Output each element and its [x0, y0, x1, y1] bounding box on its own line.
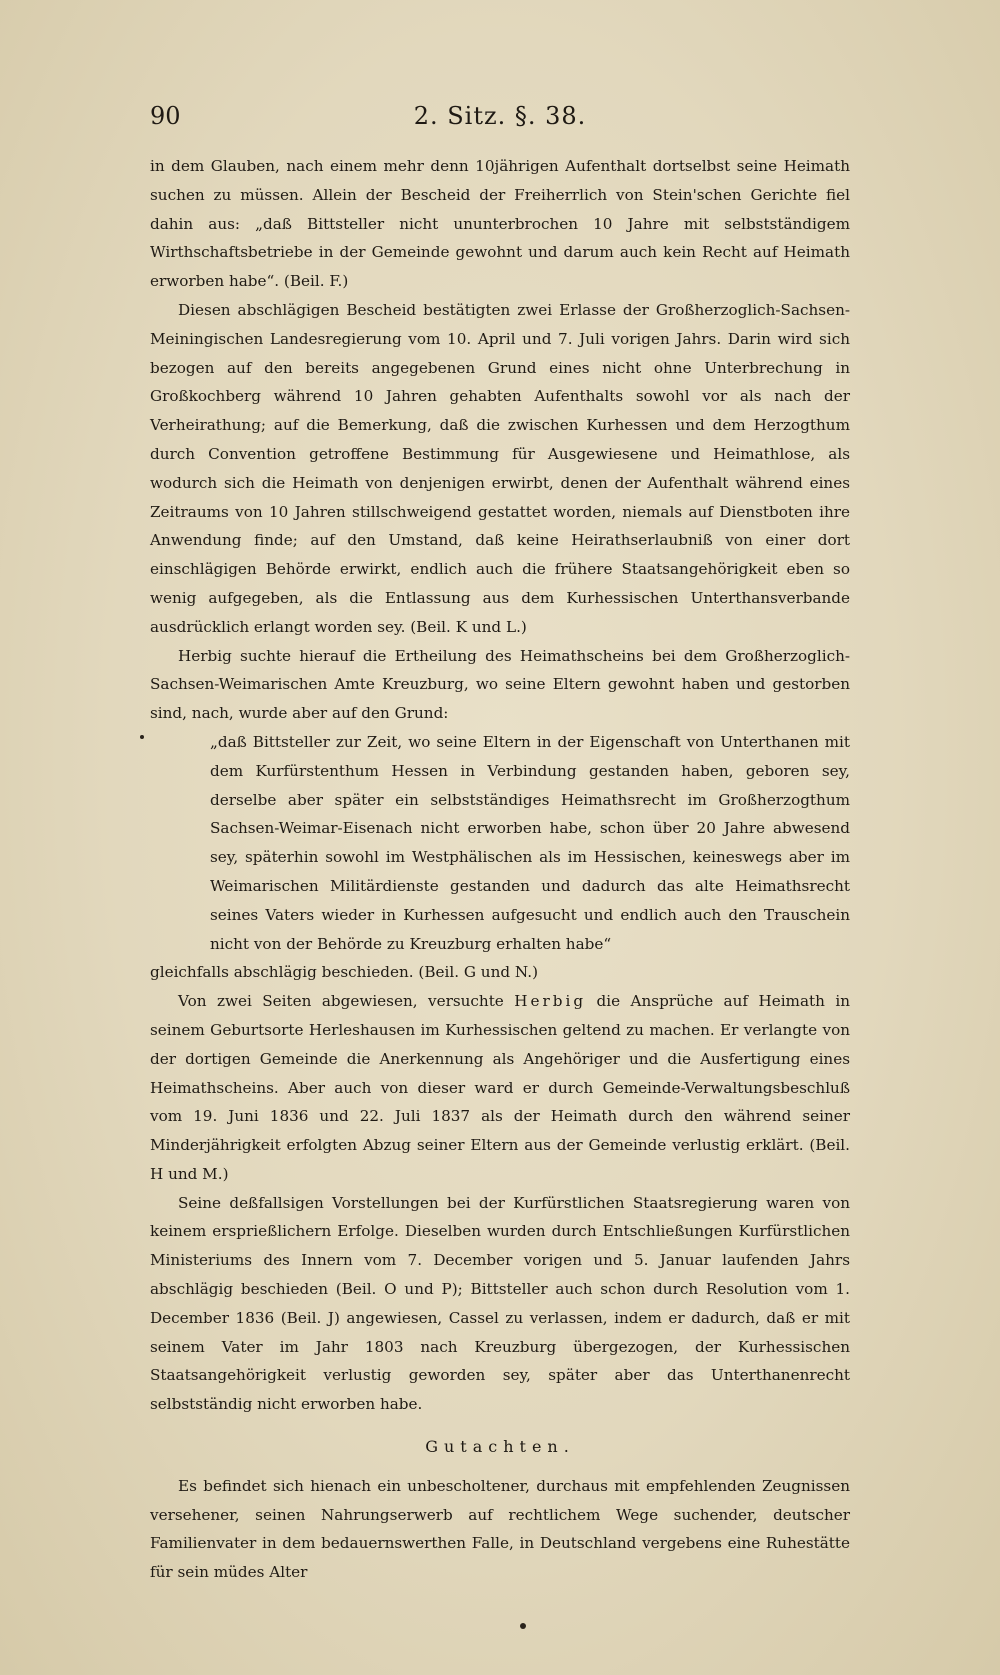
paragraph-5-rest: die Ansprüche auf Heimath in seinem Geburtsorte Herleshausen im Kurhessischen geltend zu machen. Er verlangte von der dortigen Gemeinde die Anerkennung als Angehöriger und die Ausfertigung eines Heimathscheins. Aber auch von dieser ward er durch Gemeinde-Verwaltungsbeschluß vom 19. Juni 1836 und 22. Juli 1837 als der Heimath durch den während seiner Minderjährigkeit erfolgten Abzug seiner Eltern aus der Gemeinde verlustig erklärt. (Beil. H und M.): [150, 992, 850, 1183]
section-title: Gutachten.: [425, 1437, 575, 1457]
body-text: [150, 152, 850, 1587]
page-number: 90: [150, 102, 181, 130]
paragraph-7: Es befindet sich hienach ein unbescholtener, durchaus mit empfehlenden Zeugnissen versehener, seinen Nahrungserwerb auf rechtlichem Wege suchender, deutscher Familienvater in dem bedauernswerthen Falle, in Deutschland vergebens eine Ruhestätte für sein müdes Alter: [150, 1476, 850, 1582]
page-header: [150, 102, 850, 132]
paragraph-5-start: Von zwei Seiten abgewiesen, versuchte: [178, 992, 515, 1011]
paragraph-2: Diesen abschlägigen Bescheid bestätigten zwei Erlasse der Großherzoglich-Sachsen-Meiningischen Landesregierung vom 10. April und 7. Juli vorigen Jahrs. Darin wird sich bezogen auf den bereits angegebenen Grund eines nicht ohne Unterbrechung in Großkochberg während 10 Jahren gehabten Aufenthalts sowohl vor als nach der Verheirathung; auf die Bemerkung, daß die zwischen Kurhessen und dem Herzogthum durch Convention getroffene Bestimmung für Ausgewiesene und Heimathlose, als wodurch sich die Heimath von denjenigen erwirbt, denen der Aufenthalt während eines Zeitraums von 10 Jahren stillschweigend gestattet worden, niemals auf Dienstboten ihre Anwendung finde; auf den Umstand, daß keine Heirathserlaubniß von einer dort einschlägigen Behörde erwirkt, endlich auch die frühere Staatsangehörigkeit eben so wenig aufgegeben, als die Entlassung aus dem Kurhessischen Unterthansverbande ausdrücklich erlangt worden sey. (Beil. K und L.): [150, 300, 850, 636]
paragraph-3: Herbig suchte hierauf die Ertheilung des Heimathscheins bei dem Großherzoglich-Sachsen-Weimarischen Amte Kreuzburg, wo seine Eltern gewohnt haben und gestorben sind, nach, wurde aber auf den Grund:: [150, 646, 850, 723]
paragraph-6: Seine deßfallsigen Vorstellungen bei der Kurfürstlichen Staatsregierung waren von keinem ersprießlichern Erfolge. Dieselben wurden durch Entschließungen Kurfürstlichen Ministeriums des Innern vom 7. December vorigen und 5. Januar laufenden Jahrs abschlägig beschieden (Beil. O und P); Bittsteller auch schon durch Resolution vom 1. December 1836 (Beil. J) angewiesen, Cassel zu verlassen, indem er dadurch, daß er mit seinem Vater im Jahr 1803 nach Kreuzburg übergezogen, der Kurhessischen Staatsangehörigkeit verlustig geworden sey, später aber das Unterthanenrecht selbstständig nicht erworben habe.: [150, 1193, 850, 1414]
block-quote: „daß Bittsteller zur Zeit, wo seine Eltern in der Eigenschaft von Unterthanen mit dem Kurfürstenthum Hessen in Verbindung gestanden haben, geboren sey, derselbe aber später ein selbstständiges Heimathsrecht im Großherzogthum Sachsen-Weimar-Eisenach nicht erworben habe, schon über 20 Jahre abwesend sey, späterhin sowohl im Westphälischen als im Hessischen, keineswegs aber im Weimarischen Militärdienste gestanden und dadurch das alte Heimathsrecht seines Vaters wieder in Kurhessen aufgesucht und endlich auch den Trauschein nicht von der Behörde zu Kreuzburg erhalten habe“: [210, 732, 850, 953]
paragraph-1: in dem Glauben, nach einem mehr denn 10jährigen Aufenthalt dortselbst seine Heimath suchen zu müssen. Allein der Bescheid der Freiherrlich von Stein'schen Gerichte fiel dahin aus: „daß Bittsteller nicht ununterbrochen 10 Jahre mit selbstständigem Wirthschaftsbetriebe in der Gemeinde gewohnt und darum auch kein Recht auf Heimath erworben habe“. (Beil. F.): [150, 157, 850, 291]
running-head: 2. Sitz. §. 38.: [413, 102, 587, 130]
paragraph-5: [150, 987, 850, 1189]
paragraph-4: gleichfalls abschlägig beschieden. (Beil. G und N.): [150, 963, 538, 982]
margin-mark: [140, 735, 144, 739]
person-name-herbig: Herbig: [514, 992, 587, 1011]
footer-dot: [520, 1623, 526, 1629]
